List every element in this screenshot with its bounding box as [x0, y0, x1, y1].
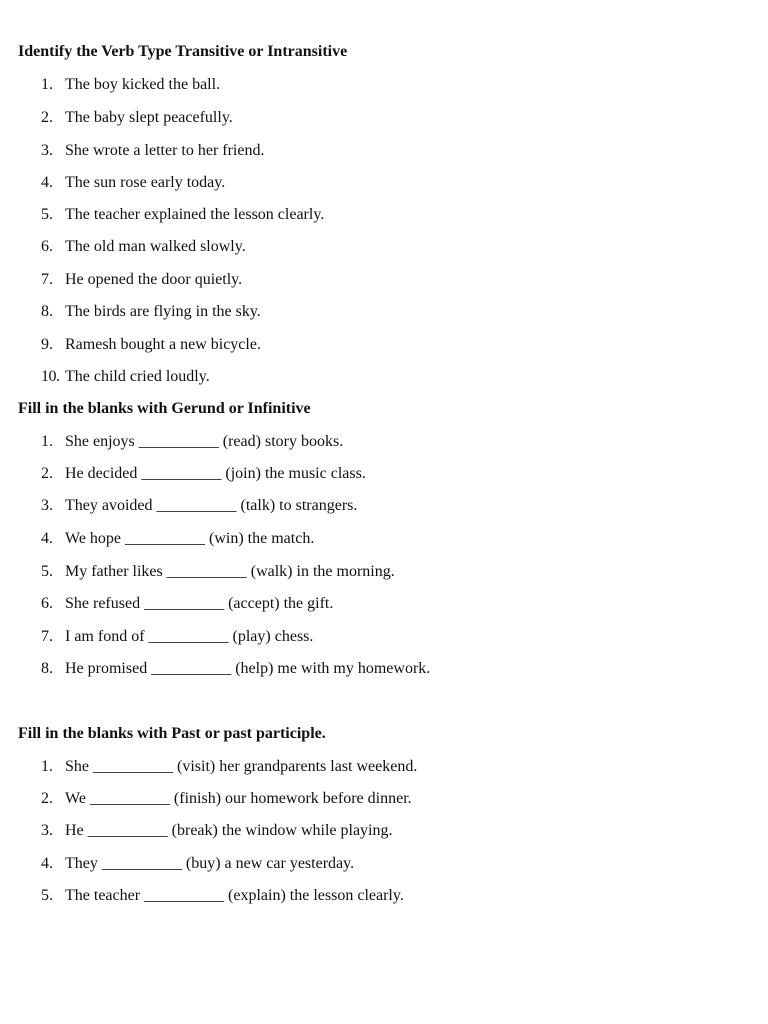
item-text: The sun rose early today. [65, 174, 226, 191]
section1-item [41, 173, 225, 193]
item-text: The teacher explained the lesson clearly. [65, 206, 325, 223]
item-text: She __________ (visit) her grandparents last weekend. [65, 758, 418, 775]
section1-item [41, 237, 246, 257]
item-text: They avoided __________ (talk) to strangers. [65, 497, 358, 514]
item-number: 1. [41, 76, 53, 93]
section2-item [41, 594, 333, 614]
section1-item [41, 205, 324, 225]
item-text: The child cried loudly. [65, 368, 210, 385]
section2-item [41, 529, 314, 549]
item-number: 4. [41, 174, 53, 191]
item-number: 10. [41, 368, 60, 385]
section2-item [41, 627, 313, 647]
section2-heading: Fill in the blanks with Gerund or Infinitive [18, 400, 311, 417]
item-text: The birds are flying in the sky. [65, 303, 261, 320]
item-number: 5. [41, 563, 53, 580]
section2-item [41, 464, 366, 484]
item-text: The baby slept peacefully. [65, 109, 233, 126]
item-number: 5. [41, 887, 53, 904]
section3-item [41, 886, 404, 906]
item-text: We __________ (finish) our homework before dinner. [65, 790, 412, 807]
item-text: She enjoys __________ (read) story books. [65, 433, 344, 450]
item-number: 3. [41, 142, 53, 159]
section1-item [41, 335, 261, 355]
section2-item [41, 562, 395, 582]
section1-item [41, 108, 233, 128]
item-number: 2. [41, 465, 53, 482]
item-text: We hope __________ (win) the match. [65, 530, 315, 547]
section1-item [41, 141, 264, 161]
item-number: 9. [41, 336, 53, 353]
item-text: Ramesh bought a new bicycle. [65, 336, 261, 353]
item-number: 4. [41, 855, 53, 872]
item-number: 1. [41, 433, 53, 450]
section3-item [41, 854, 354, 874]
item-text: She wrote a letter to her friend. [65, 142, 265, 159]
item-number: 2. [41, 790, 53, 807]
section3-item [41, 789, 412, 809]
item-text: The boy kicked the ball. [65, 76, 221, 93]
item-number: 7. [41, 271, 53, 288]
item-number: 7. [41, 628, 53, 645]
item-text: He decided __________ (join) the music class. [65, 465, 366, 482]
section1-item [41, 302, 261, 322]
item-text: My father likes __________ (walk) in the morning. [65, 563, 395, 580]
item-text: The old man walked slowly. [65, 238, 246, 255]
section1-item [41, 270, 242, 290]
item-number: 8. [41, 660, 53, 677]
section1-heading: Identify the Verb Type Transitive or Intransitive [18, 43, 348, 60]
item-number: 3. [41, 497, 53, 514]
item-text: He __________ (break) the window while playing. [65, 822, 393, 839]
item-text: They __________ (buy) a new car yesterday. [65, 855, 355, 872]
item-text: He opened the door quietly. [65, 271, 243, 288]
section1-item [41, 367, 210, 387]
item-number: 6. [41, 595, 53, 612]
item-number: 6. [41, 238, 53, 255]
item-number: 4. [41, 530, 53, 547]
item-text: She refused __________ (accept) the gift. [65, 595, 334, 612]
section1-item [41, 75, 220, 95]
section3-heading: Fill in the blanks with Past or past participle. [18, 725, 326, 742]
item-number: 1. [41, 758, 53, 775]
section2-item [41, 432, 343, 452]
item-number: 8. [41, 303, 53, 320]
item-text: He promised __________ (help) me with my homework. [65, 660, 431, 677]
item-number: 3. [41, 822, 53, 839]
item-text: I am fond of __________ (play) chess. [65, 628, 314, 645]
section2-item [41, 496, 357, 516]
item-number: 5. [41, 206, 53, 223]
section2-item [41, 659, 430, 679]
item-number: 2. [41, 109, 53, 126]
section3-item [41, 757, 417, 777]
item-text: The teacher __________ (explain) the lesson clearly. [65, 887, 404, 904]
section3-item [41, 821, 392, 841]
